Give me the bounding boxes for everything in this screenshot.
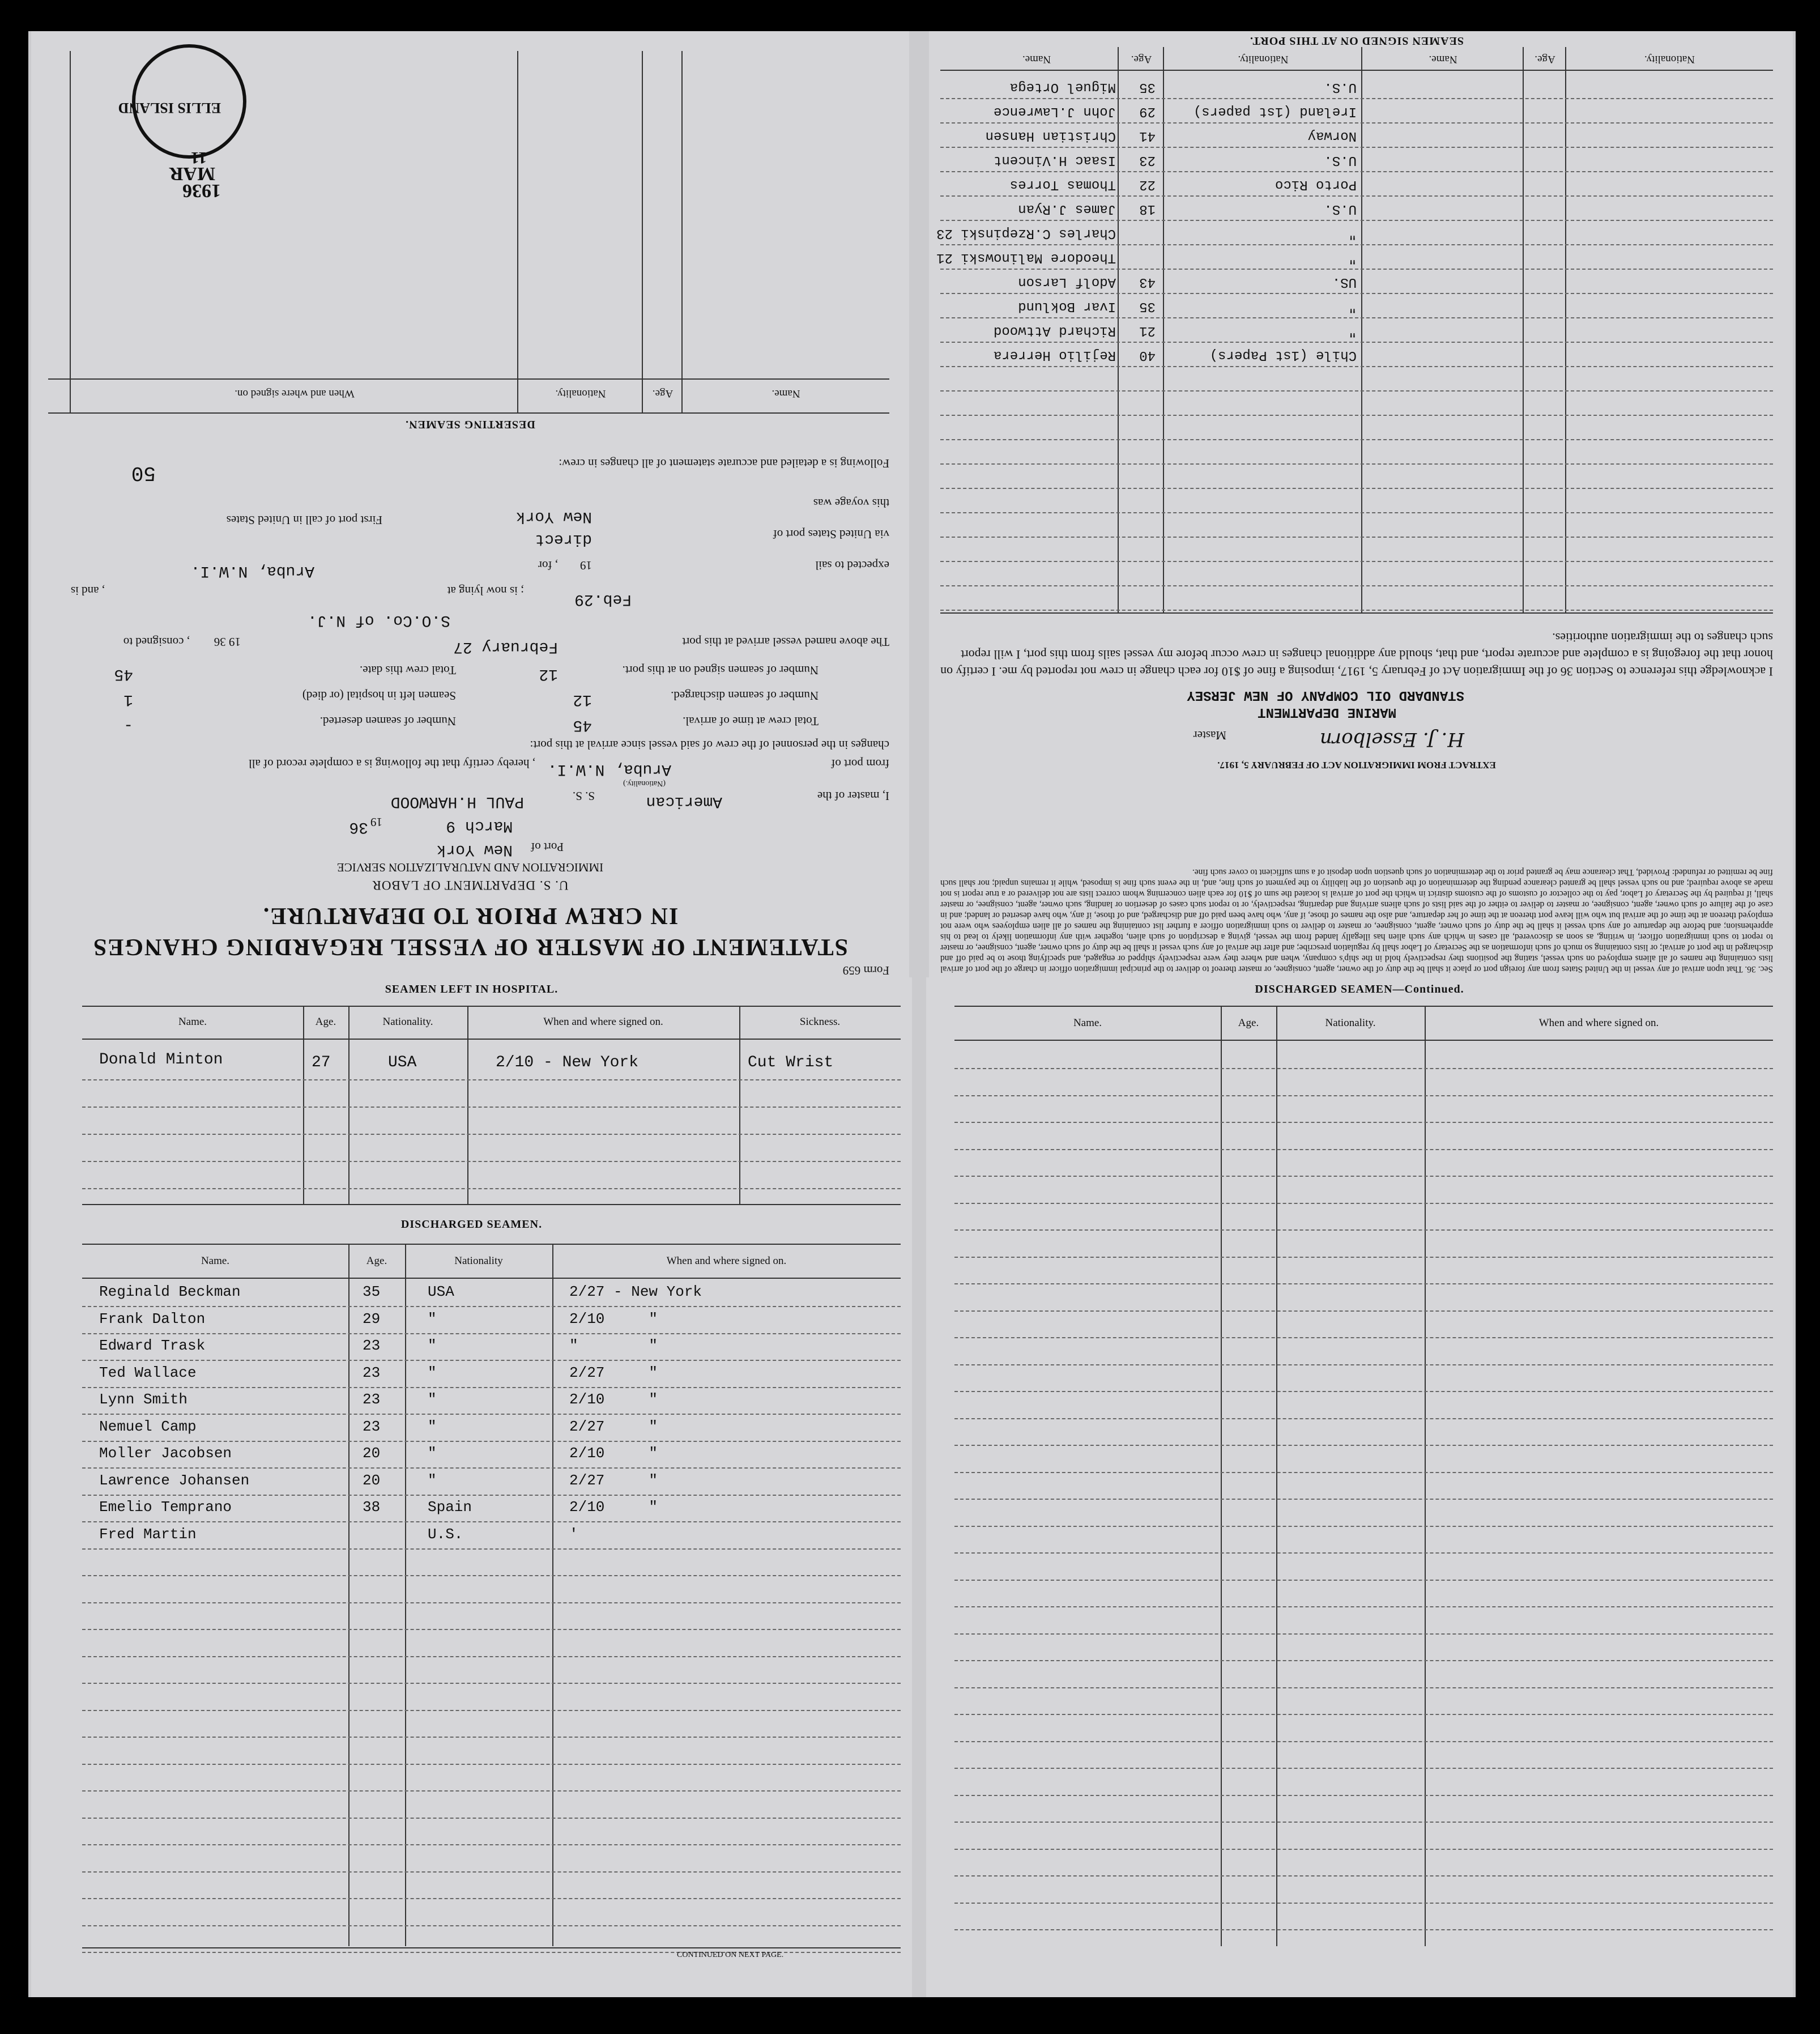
- total-crew-arrival-label: Total crew at time of arrival.: [683, 714, 819, 728]
- row-rule: [954, 1176, 1773, 1177]
- signed-on-age: 21: [1139, 323, 1156, 338]
- signed-on-name: Ivar Boklund: [1018, 299, 1116, 314]
- signed-on-name: Thomas Torres: [1009, 177, 1116, 192]
- discharged-age: 23: [363, 1391, 381, 1408]
- ss-label: S. S.: [572, 789, 595, 803]
- seamen-hospital-label: Seamen left in hospital (or died): [302, 689, 456, 703]
- row-rule: [82, 1790, 901, 1792]
- signed-on-nationality: U.S.: [1324, 79, 1357, 95]
- row-rule: [82, 1844, 901, 1845]
- discharged-age: 23: [363, 1364, 381, 1381]
- discharged-when: " ": [569, 1337, 658, 1354]
- discharged-name: Moller Jacobsen: [99, 1445, 232, 1462]
- row-rule: [940, 293, 1773, 294]
- row-rule: [82, 1548, 901, 1550]
- row-rule: [82, 1602, 901, 1603]
- row-rule: [954, 1552, 1773, 1554]
- arrived-year: 19 36: [214, 635, 241, 649]
- stamp-month: MAR: [169, 163, 215, 184]
- cont-col-name: Name.: [1073, 1017, 1102, 1029]
- stamp-text: ELLIS ISLAND: [118, 100, 221, 116]
- discharged-age: 38: [363, 1499, 381, 1516]
- discharged-name: Edward Trask: [99, 1337, 206, 1354]
- row-rule: [940, 195, 1773, 197]
- discharged-continued-page: [926, 977, 1793, 1997]
- discharged-cont-header: DISCHARGED SEAMEN—Continued.: [1255, 983, 1464, 995]
- hospital-age: 27: [312, 1054, 331, 1071]
- discharged-nationality: ": [428, 1445, 437, 1462]
- seamen-hospital-value: 1: [123, 691, 133, 708]
- signed-on-nationality: ": [1348, 250, 1357, 265]
- row-rule: [954, 1364, 1773, 1365]
- row-rule: [940, 488, 1773, 489]
- row-rule: [82, 1629, 901, 1630]
- discharged-when: 2/27 - New York: [569, 1283, 702, 1300]
- signed-on-age: 35: [1139, 79, 1156, 95]
- hospital-col-when: When and where signed on.: [543, 1016, 663, 1028]
- discharged-age: 20: [363, 1471, 381, 1489]
- port-label: Port of: [531, 840, 564, 854]
- hospital-nationality: USA: [388, 1054, 417, 1071]
- vessel-value: PAUL H.HARWOOD: [390, 793, 524, 810]
- nationality-value: American: [646, 793, 722, 810]
- discharged-name: Lynn Smith: [99, 1391, 188, 1408]
- discharged-nationality: USA: [428, 1283, 454, 1300]
- row-rule: [82, 1656, 901, 1657]
- signed-on-age: 41: [1139, 128, 1156, 143]
- row-rule: [954, 1418, 1773, 1419]
- row-rule: [82, 1898, 901, 1899]
- row-rule: [82, 1333, 901, 1334]
- row-rule: [82, 1575, 901, 1576]
- changes-text: changes in the personnel of the crew of said vessel since arrival at this port:: [530, 738, 889, 752]
- row-rule: [940, 390, 1773, 392]
- signed-on-name: Theodore Malinowski 21: [936, 250, 1116, 265]
- signed-on-nationality: U.S.: [1324, 152, 1357, 168]
- row-rule: [940, 585, 1773, 586]
- seamen-discharged-value: 12: [573, 691, 592, 708]
- signed-on-nationality: ": [1348, 323, 1357, 338]
- hospital-discharged-page: [31, 977, 912, 1997]
- row-rule: [954, 1606, 1773, 1607]
- extract-title: EXTRACT FROM IMMIGRATION ACT OF FEBRUARY 5, 1917.: [1217, 760, 1496, 771]
- signed-on-nationality: US.: [1332, 274, 1357, 290]
- cont-col-when: When and where signed on.: [1538, 1017, 1659, 1029]
- discharged-when: 2/27 ": [569, 1418, 658, 1435]
- discharged-age: 23: [363, 1337, 381, 1354]
- discharged-when: 2/10 ": [569, 1499, 658, 1516]
- seamen-discharged-label: Number of seamen discharged.: [671, 689, 819, 703]
- signed-on-age: 40: [1139, 347, 1156, 363]
- signed-col-name: Name.: [1429, 53, 1457, 65]
- via-value: direct: [535, 530, 592, 548]
- discharged-when: 2/10 ": [569, 1391, 658, 1408]
- hospital-when: 2/10 - New York: [496, 1054, 639, 1071]
- consigned-label: , consigned to: [123, 635, 190, 649]
- discharged-name: Fred Martin: [99, 1525, 197, 1543]
- via-label: via United States port of: [773, 527, 889, 541]
- port-value: New York: [436, 841, 513, 858]
- discharged-nationality: Spain: [428, 1499, 472, 1516]
- for-label: , for: [538, 559, 558, 572]
- extract-text: Sec. 36. That upon arrival of any vessel in the United States from any foreign port or place it shall be the duty of the owner, agent, consignee, or master thereof to deliver to the principal immigration officer in charge of the port of arrival lists containing the names of all aliens employed on such vessel, stating the positions they respectively hold in the ship's company, when and where they were respectively shipped or engaged, and specifying those to be paid off and discharged in the port of arrival; or lists containing so much of such information as the Secretary of Labor shall by regulation prescribe; and after the arrival of any such vessel it shall be the duty of such owner, agent, consignee, or master to report to such immigration officer, in writing, as soon as discovered, all cases in which any such alien has illegally landed from the vessel, giving a description of such alien, together with any information likely to lead to his apprehension; and before the departure of any such vessel it shall be the duty of such owner, agent, consignee, or master to deliver to such immigration officer a further list containing the names of all alien employees who were not employed thereon at the time of the arrival but who will leave port thereon at the time of her departure, and also the names of those, if any, who have been paid off and discharged, and of those, if any, who have deserted or landed; and in case of the failure of such owner, agent, consignee, or master to deliver to either of the said lists of such aliens arriving and departing, respectively, or to report such cases of desertion or landing, such owner, agent, consignee, or master shall, if required by the Secretary of Labor, pay to the collector of customs of the customs district in which the port of arrival is located the sum of $10 for each alien concerning whom correct lists are not delivered or a true report is not made as above required; and no such vessel shall be granted clearance pending the determination of the question of the liability to the payment of such fine, and, in the event such fine is imposed, while it remains unpaid; nor shall such fine be remitted or refunded: Provided, That clearance may be granted prior to the determination of such question upon deposit of a sum sufficient to cover such fine.: [940, 867, 1773, 974]
- deserting-header: DESERTING SEAMEN.: [405, 418, 535, 431]
- row-rule: [954, 1526, 1773, 1527]
- stamp-year: 1936: [182, 180, 221, 201]
- row-rule: [940, 171, 1773, 172]
- row-rule: [954, 1095, 1773, 1096]
- row-rule: [940, 366, 1773, 367]
- row-rule: [940, 147, 1773, 148]
- row-rule: [940, 220, 1773, 221]
- row-rule: [954, 1257, 1773, 1258]
- nationality-caption: (Nationality.): [623, 779, 666, 788]
- discharged-nationality: ": [428, 1310, 437, 1327]
- consignee-value: S.O.Co. of N.J.: [307, 611, 450, 629]
- page-marker: 50: [131, 461, 156, 484]
- row-rule: [82, 1467, 901, 1469]
- row-rule: [954, 1580, 1773, 1581]
- first-port-label: First port of call in United States: [226, 513, 382, 527]
- row-rule: [954, 1903, 1773, 1904]
- row-rule: [940, 122, 1773, 124]
- and-is-label: , and is: [70, 584, 105, 598]
- discharged-nationality: ": [428, 1391, 437, 1408]
- row-rule: [954, 1875, 1773, 1876]
- year-prefix: 19: [370, 815, 382, 829]
- signed-on-name: James J.Ryan: [1018, 201, 1116, 216]
- row-rule: [940, 415, 1773, 416]
- row-rule: [940, 317, 1773, 318]
- following-label: Following is a detailed and accurate statement of all changes in crew:: [559, 457, 889, 470]
- first-port-value: New York: [515, 508, 592, 525]
- seamen-deserted-label: Number of seamen deserted.: [319, 714, 456, 728]
- row-rule: [82, 1764, 901, 1765]
- discharged-col-name: Name.: [201, 1255, 230, 1267]
- signed-on-name: Isaac H.Vincent: [993, 152, 1116, 168]
- discharged-name: Lawrence Johansen: [99, 1471, 250, 1489]
- discharged-when: 2/10 ": [569, 1445, 658, 1462]
- row-rule: [954, 1687, 1773, 1688]
- discharged-col-nationality: Nationality: [454, 1255, 503, 1267]
- arrived-label: The above named vessel arrived at this port: [682, 635, 889, 649]
- cont-col-age: Age.: [1238, 1017, 1259, 1029]
- row-rule: [954, 1660, 1773, 1661]
- discharged-name: Nemuel Camp: [99, 1418, 197, 1435]
- deserting-col-nationality: Nationality.: [555, 388, 606, 399]
- total-crew-date-label: Total crew this date.: [360, 663, 456, 677]
- row-rule: [954, 1337, 1773, 1338]
- signed-on-age: 35: [1139, 299, 1156, 314]
- signed-on-name: John J.Lawrence: [993, 104, 1116, 119]
- row-rule: [82, 1925, 901, 1926]
- signed-on-nationality: ": [1348, 225, 1357, 241]
- signed-on-name: Charles C.Rzepinski 23: [936, 225, 1116, 241]
- total-crew-arrival-value: 45: [573, 716, 592, 734]
- signed-col-name-2: Name.: [1022, 53, 1051, 65]
- discharged-age: 35: [363, 1283, 381, 1300]
- hospital-header: SEAMEN LEFT IN HOSPITAL.: [385, 983, 559, 995]
- deserting-col-age: Age.: [652, 388, 674, 399]
- cont-col-nationality: Nationality.: [1325, 1017, 1376, 1029]
- stamp-day: 11: [190, 148, 207, 167]
- row-rule: [954, 1633, 1773, 1635]
- hospital-col-sickness: Sickness.: [799, 1016, 841, 1028]
- row-rule: [954, 1203, 1773, 1204]
- year-short: 19: [580, 559, 592, 572]
- lying-label: ; is now lying at: [447, 584, 524, 598]
- discharged-when: 2/27 ": [569, 1364, 658, 1381]
- row-rule: [940, 561, 1773, 562]
- signed-on-nationality: Porto Rico: [1275, 177, 1357, 192]
- discharged-nationality: ": [428, 1364, 437, 1381]
- row-rule: [82, 1360, 901, 1361]
- row-rule: [954, 1768, 1773, 1769]
- discharged-when: 2/10 ": [569, 1310, 658, 1327]
- signed-on-age: 22: [1139, 177, 1156, 192]
- signed-on-age: 18: [1139, 201, 1156, 216]
- signed-on-age: 23: [1139, 152, 1156, 168]
- form-title-2: IN CREW PRIOR TO DEPARTURE.: [262, 903, 679, 929]
- discharged-nationality: ": [428, 1337, 437, 1354]
- row-rule: [954, 1472, 1773, 1473]
- row-rule: [954, 1445, 1773, 1446]
- hospital-col-age: Age.: [315, 1016, 336, 1028]
- signed-on-age: 29: [1139, 104, 1156, 119]
- discharged-col-when: When and where signed on.: [666, 1255, 787, 1267]
- hospital-col-nationality: Nationality.: [382, 1016, 433, 1028]
- row-rule: [940, 269, 1773, 270]
- row-rule: [82, 1495, 901, 1496]
- row-rule: [940, 342, 1773, 343]
- row-rule: [940, 244, 1773, 245]
- expected-label: expected to sail: [815, 559, 889, 572]
- signed-col-nat: Nationality.: [1644, 53, 1695, 65]
- row-rule: [954, 1795, 1773, 1796]
- row-rule: [954, 1068, 1773, 1069]
- signed-on-nationality: Chile (1st Papers): [1209, 347, 1357, 363]
- company-line-1: STANDARD OIL COMPANY OF NEW JERSEY: [1187, 687, 1464, 703]
- discharged-nationality: ": [428, 1471, 437, 1489]
- row-rule: [954, 1283, 1773, 1284]
- signed-on-nationality: U.S.: [1324, 201, 1357, 216]
- discharged-nationality: U.S.: [428, 1525, 463, 1543]
- signed-on-nationality: Ireland (1st papers): [1193, 104, 1357, 119]
- row-rule: [82, 1710, 901, 1711]
- row-rule: [940, 512, 1773, 513]
- from-port-label: from port of: [831, 757, 889, 771]
- row-rule: [954, 1822, 1773, 1823]
- row-rule: [954, 1714, 1773, 1715]
- discharged-name: Reginald Beckman: [99, 1283, 241, 1300]
- signed-on-name: Christian Hansen: [985, 128, 1116, 143]
- discharged-age: 23: [363, 1418, 381, 1435]
- department: U. S. DEPARTMENT OF LABOR: [372, 878, 569, 892]
- row-rule: [954, 1229, 1773, 1231]
- signed-on-nationality: Norway: [1307, 128, 1357, 143]
- row-rule: [82, 1737, 901, 1738]
- signed-on-name: Rejilio Herrera: [993, 347, 1116, 363]
- deserting-col-when: When and where signed on.: [235, 388, 355, 399]
- row-rule: [954, 1391, 1773, 1392]
- signed-col-age: Age.: [1535, 53, 1555, 65]
- hospital-sickness: Cut Wrist: [748, 1054, 834, 1071]
- date-value: March 9: [446, 817, 513, 835]
- discharged-name: Emelio Temprano: [99, 1499, 232, 1516]
- expected-value: Feb.29: [574, 590, 632, 608]
- seamen-signed-value: 12: [539, 665, 558, 683]
- discharged-age: 29: [363, 1310, 381, 1327]
- row-rule: [82, 1521, 901, 1522]
- hospital-name: Donald Minton: [99, 1051, 223, 1069]
- acknowledge-text: I acknowledge this reference to Section 36 of the Immigration Act of February 5, 1917, imposing a fine of $10 for each change in crew not reported by me. I certify on honor that the foregoing is a complete and accurate report, and that, should any additional changes in crew occur before my vessel sails from this port, I will report such changes to the immigration authorities.: [940, 631, 1773, 679]
- discharged-when: 2/27 ": [569, 1471, 658, 1489]
- signed-col-nat-2: Nationality.: [1238, 53, 1289, 65]
- destination-value: Aruba, N.W.I.: [190, 562, 314, 580]
- row-rule: [82, 1818, 901, 1819]
- voyage-label: this voyage was: [813, 496, 889, 510]
- statement-page: [31, 31, 909, 983]
- row-rule: [82, 1306, 901, 1307]
- arrived-value: February 27: [453, 638, 558, 656]
- row-rule: [82, 1441, 901, 1442]
- row-rule: [82, 1683, 901, 1684]
- form-number: Form 659: [842, 964, 889, 977]
- master-sig-label: Master: [1193, 729, 1226, 742]
- row-rule: [954, 1149, 1773, 1150]
- service: IMMIGRATION AND NATURALIZATION SERVICE: [336, 861, 604, 874]
- row-rule: [954, 1929, 1773, 1930]
- signed-on-name: Miguel Ortega: [1009, 79, 1116, 95]
- master-label: I, master of the: [817, 789, 889, 803]
- signed-col-age-2: Age.: [1131, 53, 1152, 65]
- row-rule: [82, 1387, 901, 1388]
- row-rule: [82, 1871, 901, 1873]
- row-rule: [940, 98, 1773, 99]
- company-line-2: MARINE DEPARTMENT: [1258, 704, 1396, 720]
- discharged-nationality: ": [428, 1418, 437, 1435]
- signed-on-page: [929, 31, 1793, 983]
- row-rule: [940, 610, 1773, 611]
- row-rule: [954, 1122, 1773, 1123]
- form-title: STATEMENT OF MASTER OF VESSEL REGARDING CHANGES: [92, 934, 849, 960]
- hospital-col-name: Name.: [178, 1016, 207, 1028]
- signed-on-nationality: ": [1348, 299, 1357, 314]
- seamen-deserted-value: -: [123, 716, 133, 734]
- discharged-age: 20: [363, 1445, 381, 1462]
- deserting-col-name: Name.: [772, 388, 800, 399]
- row-rule: [954, 1849, 1773, 1850]
- signed-on-age: 43: [1139, 274, 1156, 290]
- discharged-name: Ted Wallace: [99, 1364, 197, 1381]
- row-rule: [954, 1310, 1773, 1312]
- signed-on-name: Adolf Larson: [1018, 274, 1116, 290]
- discharged-header: DISCHARGED SEAMEN.: [400, 1218, 543, 1231]
- row-rule: [954, 1741, 1773, 1742]
- seamen-signed-label: Number of seamen signed on at this port.: [622, 663, 819, 677]
- discharged-name: Frank Dalton: [99, 1310, 206, 1327]
- signature: H. J. Esselborn: [1320, 728, 1464, 751]
- row-rule: [940, 537, 1773, 538]
- signed-on-header: SEAMEN SIGNED ON AT THIS PORT.: [1250, 35, 1464, 47]
- row-rule: [940, 463, 1773, 465]
- total-crew-date-value: 45: [114, 665, 133, 683]
- discharged-col-age: Age.: [366, 1255, 387, 1267]
- discharged-when: ': [569, 1525, 578, 1543]
- year-value: 36: [349, 818, 368, 836]
- signed-on-name: Richard Attwood: [993, 323, 1116, 338]
- continued-footer: CONTINUED ON NEXT PAGE.: [677, 1951, 784, 1959]
- certify-text: , hereby certify that the following is a complete record of all: [248, 757, 535, 771]
- from-port-value: Aruba, N.W.I.: [547, 760, 671, 778]
- row-rule: [954, 1499, 1773, 1500]
- row-rule: [940, 439, 1773, 440]
- row-rule: [82, 1414, 901, 1415]
